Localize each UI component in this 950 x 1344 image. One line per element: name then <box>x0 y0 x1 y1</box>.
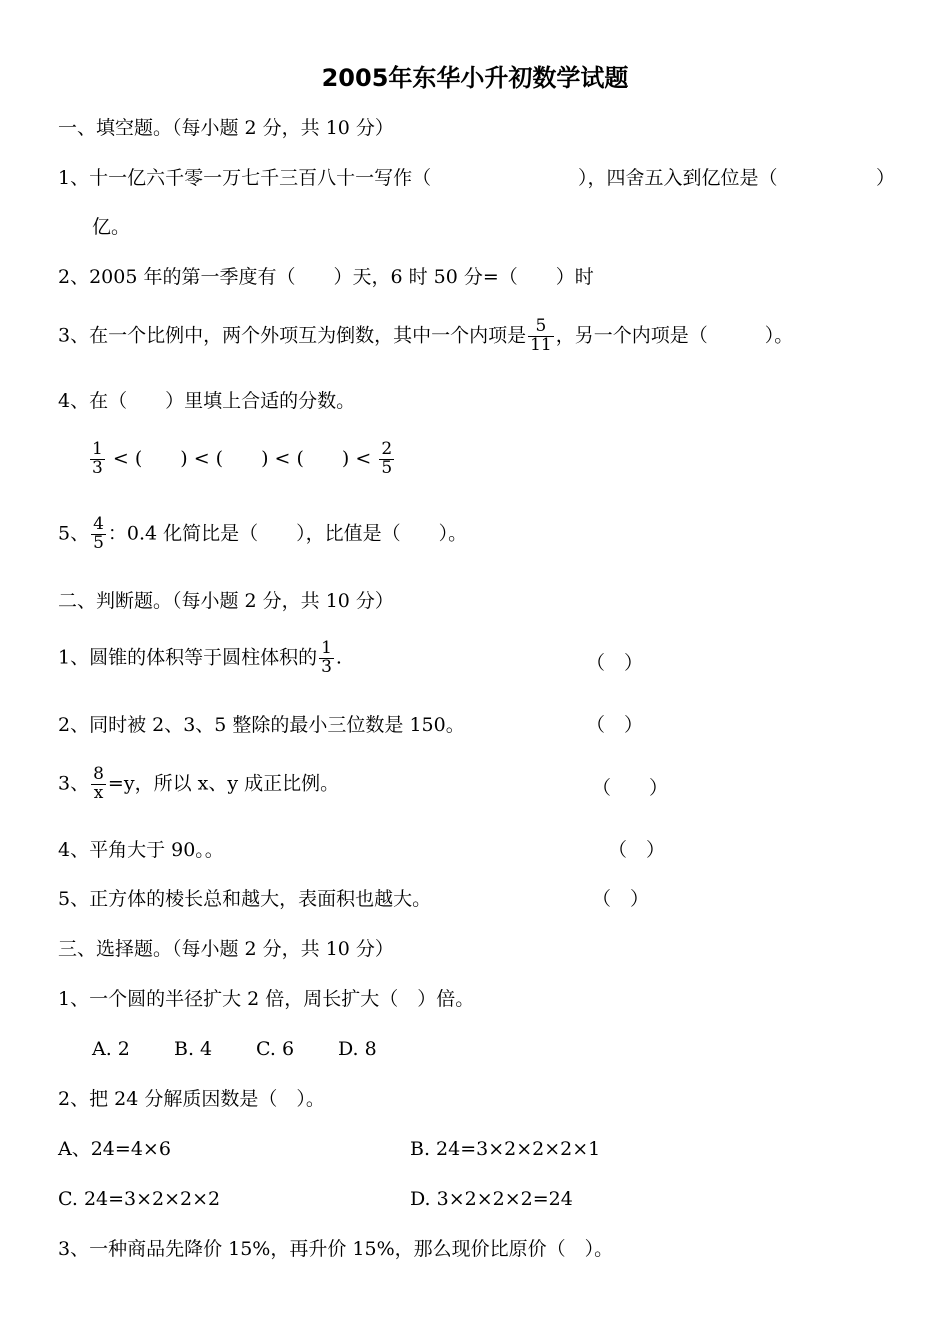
s1-q5-text-a: 5、 <box>58 522 90 545</box>
s1-q4-f1-numerator: 1 <box>92 439 103 459</box>
s2-q3-text-a: 3、 <box>58 772 90 795</box>
s1-q5-text-b: ：0.4 化简比是（ ），比值是（ ）。 <box>107 522 468 545</box>
s2-q2-answer-paren: （ ） <box>586 714 644 736</box>
page-title: 2005年东华小升初数学试题 <box>321 64 629 92</box>
s2-q1-text-a: 1、圆锥的体积等于圆柱体积的 <box>58 646 318 669</box>
s2-q4-answer-paren: （ ） <box>608 839 666 861</box>
s3-q2-option-b: B. 24=3×2×2×2×1 <box>410 1138 601 1160</box>
s1-q5-numerator: 4 <box>93 514 104 534</box>
s2-q3-numerator: 8 <box>93 764 104 784</box>
s1-q2: 2、2005 年的第一季度有（ ）天，6 时 50 分=（ ）时 <box>58 266 594 288</box>
s1-q1-part-c: ） <box>876 167 896 189</box>
s2-q1-fraction <box>319 640 334 677</box>
s1-q5-denominator: 5 <box>93 532 104 553</box>
s2-q3 <box>58 766 339 803</box>
s3-q1: 1、一个圆的半径扩大 2 倍，周长扩大（ ）倍。 <box>58 988 475 1010</box>
s1-q4-fraction-1 <box>90 441 105 478</box>
s2-q5-answer-paren: （ ） <box>592 888 650 910</box>
s3-q1-option-d: D. 8 <box>338 1038 377 1060</box>
s3-q3: 3、一种商品先降价 15%，再升价 15%，那么现价比原价（ ）。 <box>58 1238 614 1260</box>
section1-heading: 一、填空题。（每小题 2 分，共 10 分） <box>58 117 394 139</box>
s2-q1 <box>58 640 342 677</box>
s1-q1-part-a: 1、十一亿六千零一万七千三百八十一写作（ <box>58 167 432 189</box>
s1-q4-inequality <box>88 441 396 478</box>
s1-q3-numerator: 5 <box>535 316 547 336</box>
s1-q5 <box>58 516 467 553</box>
s3-q1-option-a: A. 2 <box>92 1038 130 1060</box>
s1-q1-part-b: ），四舍五入到亿位是（ <box>578 167 778 189</box>
s1-q5-fraction <box>91 516 106 553</box>
s2-q3-fraction <box>91 766 106 803</box>
s2-q3-answer-paren: （ ） <box>592 777 669 799</box>
s3-q2-option-a: A、24=4×6 <box>58 1138 171 1160</box>
s1-q4-f1-denominator: 3 <box>92 457 103 478</box>
s2-q3-text-b: =y，所以 x、y 成正比例。 <box>107 772 340 795</box>
s1-q4: 4、在（ ）里填上合适的分数。 <box>58 390 356 412</box>
section2-heading: 二、判断题。（每小题 2 分，共 10 分） <box>58 590 394 612</box>
s2-q1-answer-paren: （ ） <box>586 652 644 674</box>
s2-q2: 2、同时被 2、3、5 整除的最小三位数是 150。 <box>58 714 465 736</box>
s1-q4-f2-numerator: 2 <box>381 439 393 459</box>
s3-q2-option-d: D. 3×2×2×2=24 <box>410 1188 573 1210</box>
s2-q4: 4、平角大于 90。。 <box>58 839 224 861</box>
s2-q5: 5、正方体的棱长总和越大，表面积也越大。 <box>58 888 432 910</box>
s1-q3-text-b: ，另一个内项是（ ）。 <box>555 324 794 347</box>
s1-q4-fraction-2 <box>379 441 394 478</box>
s3-q2-option-c: C. 24=3×2×2×2 <box>58 1188 221 1210</box>
s1-q3-text-a: 3、在一个比例中，两个外项互为倒数，其中一个内项是 <box>58 324 527 347</box>
s2-q1-denominator: 3 <box>321 656 332 677</box>
s2-q3-denominator: x <box>91 784 106 803</box>
s2-q1-text-b: . <box>335 646 342 669</box>
s1-q3-fraction <box>528 318 554 355</box>
s2-q1-numerator: 1 <box>321 638 332 658</box>
s1-q4-blanks: < ( ) < ( ) < ( ) < <box>112 447 372 470</box>
section3-heading: 三、选择题。（每小题 2 分，共 10 分） <box>58 938 394 960</box>
s1-q3-denominator: 11 <box>530 334 552 355</box>
s1-q4-f2-denominator: 5 <box>381 457 393 478</box>
s3-q2: 2、把 24 分解质因数是（ ）。 <box>58 1088 325 1110</box>
s1-q1-part-d: 亿。 <box>92 216 131 238</box>
s3-q1-option-b: B. 4 <box>174 1038 213 1060</box>
s1-q3 <box>58 318 793 355</box>
s3-q1-option-c: C. 6 <box>256 1038 295 1060</box>
